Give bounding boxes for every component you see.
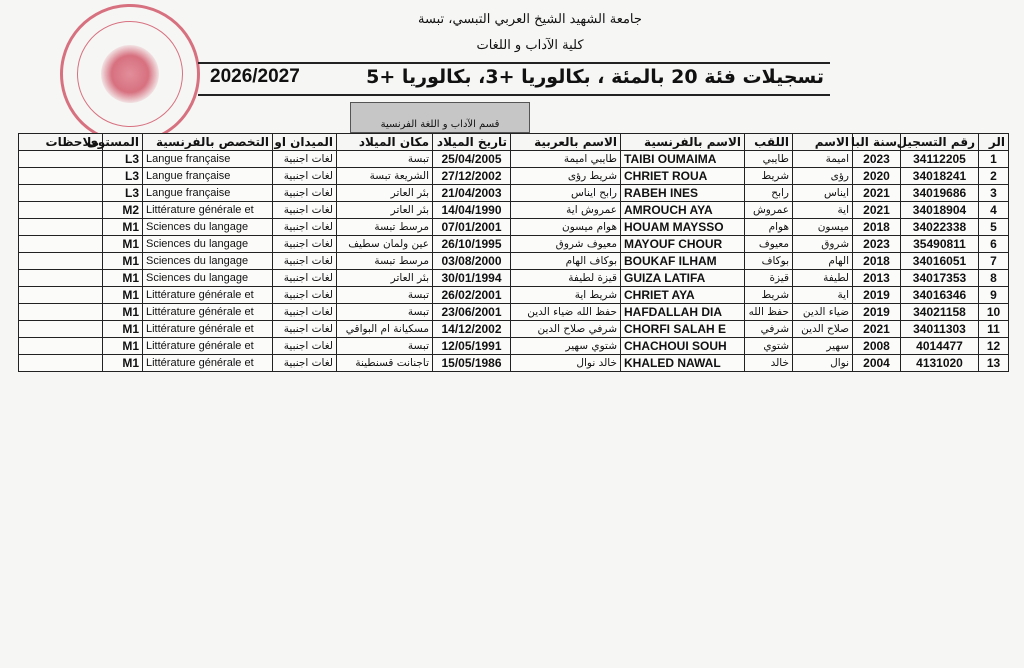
cell-notes	[19, 151, 103, 168]
cell-specialty: Langue française	[143, 168, 273, 185]
cell-birthdate: 21/04/2003	[433, 185, 511, 202]
cell-registration-number: 34016346	[901, 287, 979, 304]
cell-notes	[19, 185, 103, 202]
cell-birthplace: بئر العاتر	[337, 202, 433, 219]
cell-specialty: Littérature générale et	[143, 355, 273, 372]
col-notes: ملاحظات	[19, 134, 103, 151]
cell-notes	[19, 355, 103, 372]
cell-bac-year: 2021	[853, 202, 901, 219]
cell-index: 7	[979, 253, 1009, 270]
cell-surname: رابح	[745, 185, 793, 202]
cell-field: لغات اجنبية	[273, 219, 337, 236]
cell-name-ar: رابح ايناس	[511, 185, 621, 202]
cell-name-fr: HOUAM MAYSSO	[621, 219, 745, 236]
cell-index: 13	[979, 355, 1009, 372]
cell-level: L3	[103, 185, 143, 202]
cell-registration-number: 35490811	[901, 236, 979, 253]
cell-registration-number: 34018904	[901, 202, 979, 219]
cell-specialty: Littérature générale et	[143, 202, 273, 219]
document-title-bar	[198, 62, 830, 96]
cell-field: لغات اجنبية	[273, 287, 337, 304]
cell-bac-year: 2019	[853, 304, 901, 321]
cell-birthdate: 30/01/1994	[433, 270, 511, 287]
table-row	[19, 321, 1009, 338]
cell-level: M1	[103, 287, 143, 304]
cell-birthplace: تاجنانت قسنطينة	[337, 355, 433, 372]
cell-birthdate: 03/08/2000	[433, 253, 511, 270]
cell-registration-number: 4131020	[901, 355, 979, 372]
cell-registration-number: 34022338	[901, 219, 979, 236]
cell-firstname: شروق	[793, 236, 853, 253]
cell-field: لغات اجنبية	[273, 304, 337, 321]
cell-birthdate: 14/12/2002	[433, 321, 511, 338]
cell-specialty: Littérature générale et	[143, 338, 273, 355]
cell-name-ar: شرفي صلاح الدين	[511, 321, 621, 338]
faculty-name: كلية الآداب و اللغات	[476, 38, 584, 53]
cell-birthplace: بئر العاتر	[337, 185, 433, 202]
university-name: جامعة الشهيد الشيخ العربي التبسي، تبسة	[418, 12, 642, 27]
cell-name-ar: طايبي اميمة	[511, 151, 621, 168]
cell-birthdate: 26/02/2001	[433, 287, 511, 304]
cell-index: 9	[979, 287, 1009, 304]
cell-name-ar: بوكاف الهام	[511, 253, 621, 270]
cell-registration-number: 34016051	[901, 253, 979, 270]
cell-birthplace: بئر العاتر	[337, 270, 433, 287]
cell-bac-year: 2020	[853, 168, 901, 185]
cell-registration-number: 34017353	[901, 270, 979, 287]
table-row	[19, 270, 1009, 287]
cell-surname: شريط	[745, 168, 793, 185]
cell-name-ar: معيوف شروق	[511, 236, 621, 253]
cell-index: 11	[979, 321, 1009, 338]
cell-name-fr: RABEH INES	[621, 185, 745, 202]
cell-level: M1	[103, 355, 143, 372]
cell-field: لغات اجنبية	[273, 202, 337, 219]
cell-level: M2	[103, 202, 143, 219]
cell-name-fr: TAIBI OUMAIMA	[621, 151, 745, 168]
cell-field: لغات اجنبية	[273, 236, 337, 253]
cell-name-fr: BOUKAF ILHAM	[621, 253, 745, 270]
cell-name-ar: شتوي سهير	[511, 338, 621, 355]
cell-level: M1	[103, 253, 143, 270]
cell-bac-year: 2021	[853, 321, 901, 338]
cell-field: لغات اجنبية	[273, 270, 337, 287]
cell-bac-year: 2018	[853, 253, 901, 270]
cell-notes	[19, 236, 103, 253]
cell-field: لغات اجنبية	[273, 151, 337, 168]
cell-notes	[19, 321, 103, 338]
cell-firstname: ايناس	[793, 185, 853, 202]
cell-field: لغات اجنبية	[273, 321, 337, 338]
cell-name-ar: حفظ الله ضياء الدين	[511, 304, 621, 321]
cell-birthdate: 25/04/2005	[433, 151, 511, 168]
cell-surname: معيوف	[745, 236, 793, 253]
cell-firstname: رؤى	[793, 168, 853, 185]
cell-level: M1	[103, 219, 143, 236]
document-title: تسجيلات فئة 20 بالمئة ، بكالوريا +3، بكالوريا +5	[366, 66, 824, 88]
table-row	[19, 151, 1009, 168]
table-row	[19, 202, 1009, 219]
cell-specialty: Langue française	[143, 185, 273, 202]
table-row	[19, 253, 1009, 270]
cell-index: 2	[979, 168, 1009, 185]
cell-firstname: صلاح الدين	[793, 321, 853, 338]
cell-birthplace: تبسة	[337, 304, 433, 321]
cell-surname: هوام	[745, 219, 793, 236]
cell-bac-year: 2004	[853, 355, 901, 372]
cell-birthplace: مسكيانة ام البواقي	[337, 321, 433, 338]
cell-firstname: ميسون	[793, 219, 853, 236]
cell-name-ar: شريط رؤى	[511, 168, 621, 185]
cell-birthdate: 27/12/2002	[433, 168, 511, 185]
cell-level: L3	[103, 168, 143, 185]
cell-surname: شتوي	[745, 338, 793, 355]
cell-notes	[19, 304, 103, 321]
cell-level: L3	[103, 151, 143, 168]
cell-surname: بوكاف	[745, 253, 793, 270]
cell-birthplace: الشريعة تبسة	[337, 168, 433, 185]
cell-name-fr: CHACHOUI SOUH	[621, 338, 745, 355]
cell-surname: خالد	[745, 355, 793, 372]
table-row	[19, 304, 1009, 321]
col-index: الر	[979, 134, 1009, 151]
table-row	[19, 287, 1009, 304]
cell-surname: شرفي	[745, 321, 793, 338]
cell-specialty: Sciences du langage	[143, 270, 273, 287]
cell-index: 6	[979, 236, 1009, 253]
cell-birthplace: عين ولمان سطيف	[337, 236, 433, 253]
department-label: قسم الآداب و اللغة الفرنسية	[350, 102, 530, 133]
col-birthplace: مكان الميلاد	[337, 134, 433, 151]
cell-index: 3	[979, 185, 1009, 202]
col-registration-number: رقم التسجيل	[901, 134, 979, 151]
cell-level: M1	[103, 236, 143, 253]
table-row	[19, 185, 1009, 202]
cell-bac-year: 2021	[853, 185, 901, 202]
cell-index: 12	[979, 338, 1009, 355]
cell-notes	[19, 202, 103, 219]
cell-birthdate: 07/01/2001	[433, 219, 511, 236]
cell-specialty: Sciences du langage	[143, 219, 273, 236]
cell-name-fr: CHORFI SALAH E	[621, 321, 745, 338]
cell-name-ar: قيزة لطيفة	[511, 270, 621, 287]
table-row	[19, 168, 1009, 185]
cell-firstname: لطيفة	[793, 270, 853, 287]
cell-name-fr: KHALED NAWAL	[621, 355, 745, 372]
registrations-table	[18, 133, 1009, 372]
cell-firstname: نوال	[793, 355, 853, 372]
cell-firstname: الهام	[793, 253, 853, 270]
cell-birthplace: مرسط تبسة	[337, 219, 433, 236]
cell-field: لغات اجنبية	[273, 168, 337, 185]
cell-surname: عمروش	[745, 202, 793, 219]
cell-bac-year: 2023	[853, 236, 901, 253]
cell-firstname: سهير	[793, 338, 853, 355]
cell-level: M1	[103, 338, 143, 355]
cell-surname: قيزة	[745, 270, 793, 287]
cell-index: 5	[979, 219, 1009, 236]
cell-field: لغات اجنبية	[273, 355, 337, 372]
table-header-row	[19, 134, 1009, 151]
col-name-ar: الاسم بالعربية	[511, 134, 621, 151]
cell-registration-number: 4014477	[901, 338, 979, 355]
cell-name-fr: AMROUCH AYA	[621, 202, 745, 219]
cell-birthdate: 15/05/1986	[433, 355, 511, 372]
col-specialty-fr: التخصص بالفرنسية	[143, 134, 273, 151]
cell-name-fr: CHRIET ROUA	[621, 168, 745, 185]
cell-name-ar: عمروش اية	[511, 202, 621, 219]
cell-name-ar: هوام ميسون	[511, 219, 621, 236]
cell-bac-year: 2019	[853, 287, 901, 304]
cell-index: 1	[979, 151, 1009, 168]
cell-notes	[19, 338, 103, 355]
university-stamp	[51, 0, 209, 153]
cell-birthdate: 26/10/1995	[433, 236, 511, 253]
cell-specialty: Littérature générale et	[143, 287, 273, 304]
cell-registration-number: 34019686	[901, 185, 979, 202]
cell-level: M1	[103, 321, 143, 338]
cell-notes	[19, 270, 103, 287]
col-surname: اللقب	[745, 134, 793, 151]
cell-registration-number: 34021158	[901, 304, 979, 321]
cell-name-ar: خالد نوال	[511, 355, 621, 372]
col-level: المستوى	[103, 134, 143, 151]
cell-field: لغات اجنبية	[273, 338, 337, 355]
cell-birthplace: تبسة	[337, 338, 433, 355]
cell-registration-number: 34018241	[901, 168, 979, 185]
cell-firstname: اية	[793, 202, 853, 219]
cell-birthplace: تبسة	[337, 287, 433, 304]
cell-specialty: Sciences du langage	[143, 236, 273, 253]
cell-birthplace: تبسة	[337, 151, 433, 168]
cell-specialty: Sciences du langage	[143, 253, 273, 270]
cell-name-fr: CHRIET AYA	[621, 287, 745, 304]
cell-notes	[19, 253, 103, 270]
cell-index: 8	[979, 270, 1009, 287]
cell-surname: حفظ الله	[745, 304, 793, 321]
cell-name-ar: شريط اية	[511, 287, 621, 304]
cell-notes	[19, 287, 103, 304]
cell-surname: طايبي	[745, 151, 793, 168]
stamp-seal-core	[97, 41, 163, 107]
cell-specialty: Littérature générale et	[143, 304, 273, 321]
col-name-fr: الاسم بالفرنسية	[621, 134, 745, 151]
cell-bac-year: 2008	[853, 338, 901, 355]
cell-bac-year: 2013	[853, 270, 901, 287]
cell-field: لغات اجنبية	[273, 185, 337, 202]
table-row	[19, 219, 1009, 236]
cell-index: 4	[979, 202, 1009, 219]
cell-firstname: اميمة	[793, 151, 853, 168]
cell-index: 10	[979, 304, 1009, 321]
table-row	[19, 338, 1009, 355]
cell-birthdate: 23/06/2001	[433, 304, 511, 321]
cell-surname: شريط	[745, 287, 793, 304]
cell-field: لغات اجنبية	[273, 253, 337, 270]
cell-registration-number: 34112205	[901, 151, 979, 168]
table-row	[19, 355, 1009, 372]
academic-year: 2026/2027	[210, 66, 300, 87]
cell-firstname: اية	[793, 287, 853, 304]
cell-specialty: Langue française	[143, 151, 273, 168]
table-row	[19, 236, 1009, 253]
cell-registration-number: 34011303	[901, 321, 979, 338]
col-bac-year: سنة البا	[853, 134, 901, 151]
col-birthdate: تاريخ الميلاد	[433, 134, 511, 151]
cell-birthplace: مرسط تبسة	[337, 253, 433, 270]
cell-birthdate: 12/05/1991	[433, 338, 511, 355]
cell-birthdate: 14/04/1990	[433, 202, 511, 219]
cell-level: M1	[103, 304, 143, 321]
cell-level: M1	[103, 270, 143, 287]
cell-name-fr: MAYOUF CHOUR	[621, 236, 745, 253]
cell-firstname: ضياء الدين	[793, 304, 853, 321]
col-firstname: الاسم	[793, 134, 853, 151]
cell-name-fr: GUIZA LATIFA	[621, 270, 745, 287]
col-field: الميدان او	[273, 134, 337, 151]
cell-notes	[19, 219, 103, 236]
cell-notes	[19, 168, 103, 185]
cell-specialty: Littérature générale et	[143, 321, 273, 338]
cell-bac-year: 2023	[853, 151, 901, 168]
cell-bac-year: 2018	[853, 219, 901, 236]
cell-name-fr: HAFDALLAH DIA	[621, 304, 745, 321]
